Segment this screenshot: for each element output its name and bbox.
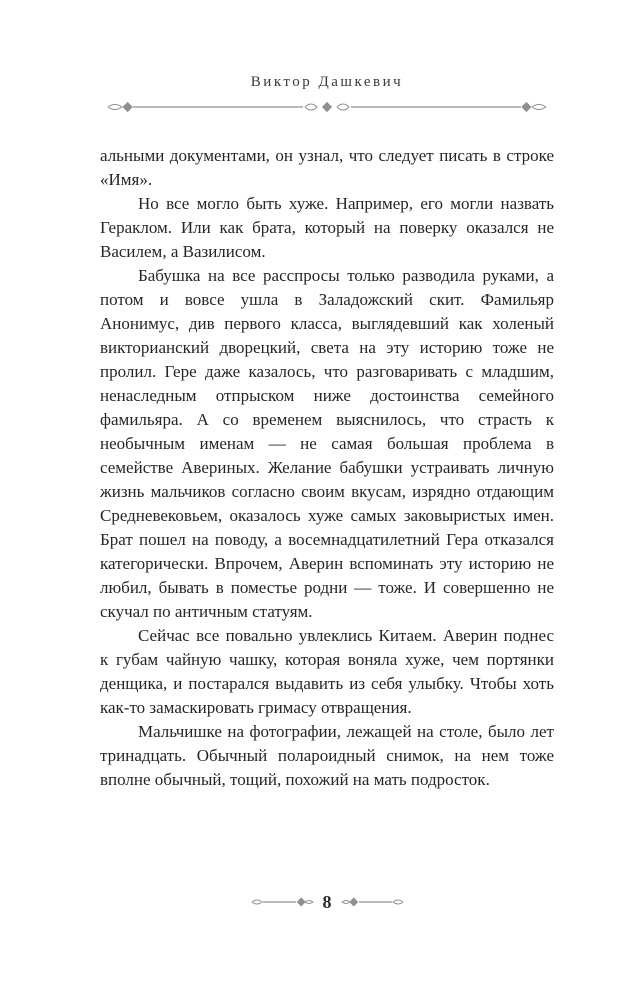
paragraph: Но все могло быть хуже. Например, его могли назвать Гераклом. Или как брата, который на поверку оказался не Василем, а Вазилисом.	[100, 194, 554, 261]
footer-ornament-left	[250, 896, 314, 908]
header-divider-ornament	[100, 100, 554, 114]
paragraph: альными документами, он узнал, что следует писать в строке «Имя».	[100, 146, 554, 189]
page-number: 8	[322, 892, 332, 912]
page-body	[100, 144, 554, 792]
footer-ornament-right	[341, 896, 405, 908]
page-header	[100, 74, 554, 114]
author-name: Виктор Дашкевич	[250, 74, 404, 90]
paragraph: Сейчас все повально увлеклись Китаем. Аверин поднес к губам чайную чашку, которая воняла хуже, чем портянки денщика, и постарался выдавить из себя улыбку. Чтобы хоть как-то замаскировать гримасу отвращения.	[100, 626, 554, 717]
page-footer	[100, 893, 554, 911]
paragraph: Мальчишке на фотографии, лежащей на столе, было лет тринадцать. Обычный полароидный снимок, на нем тоже вполне обычный, тощий, похожий на мать подросток.	[100, 722, 554, 789]
paragraph: Бабушка на все расспросы только разводила руками, а потом и вовсе ушла в Заладожский скит. Фамильяр Анонимус, див первого класса, выглядевший как холеный викторианский дворецкий, света на эту историю тоже не пролил. Гере даже казалось, что разговаривать с младшим, ненаследным отпрыском ниже достоинства семейного фамильяра. А со временем выяснилось, что страсть к необычным именам — не самая большая проблема в семействе Авериных. Желание бабушки устраивать личную жизнь мальчиков согласно своим вкусам, изрядно отдающим Средневековьем, оказалось хуже самых заковыристых имен. Брат пошел на поводу, а восемнадцатилетний Гера отказался категорически. Впрочем, Аверин вспоминать эту историю не любил, бывать в поместье родни — тоже. И совершенно не скучал по античным статуям.	[100, 266, 554, 621]
